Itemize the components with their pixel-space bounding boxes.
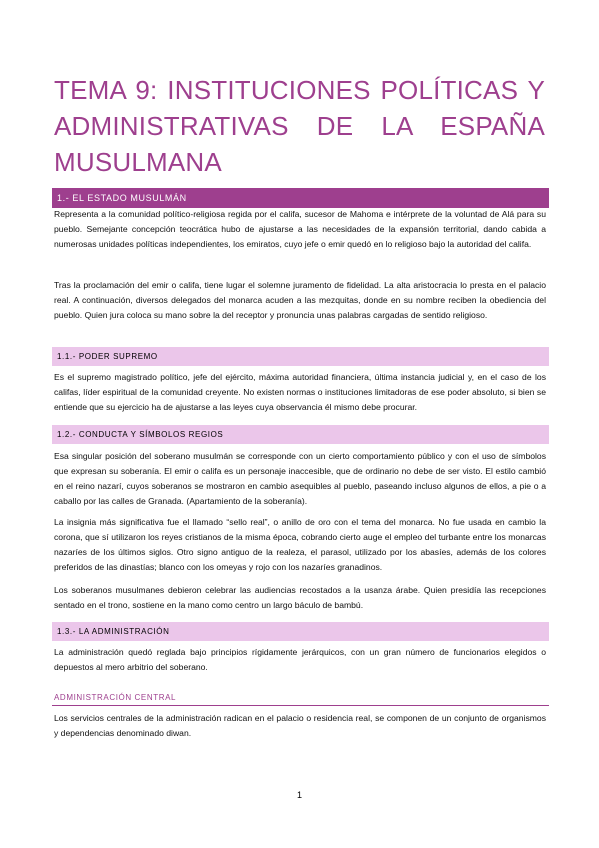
subsection-heading-administracion: 1.3.- LA ADMINISTRACIÓN	[52, 622, 549, 641]
title-line-1: TEMA 9: INSTITUCIONES POLÍTICAS Y	[54, 75, 545, 105]
paragraph-conducta-1: Esa singular posición del soberano musulmán se corresponde con un cierto comportamiento público y con el uso de símbolos que expresan su soberanía. El emir o califa es un personaje inaccesible, que de ordinario no debe de ser visto. El estilo cambió en el reino nazarí, cuyos soberanos se mostraron en cambio asequibles al pueblo, paseando incluso algunos de ellos, a pie o a caballo por las calles de Granada. (Apartamiento de la soberanía).	[54, 451, 546, 506]
paragraph-poder: Es el supremo magistrado político, jefe del ejército, máxima autoridad financiera, última instancia judicial y, en el caso de los califas, líder espiritual de la comunidad creyente. No existen normas o instituciones limitadoras de ese poder absoluto, si bien se entiende que su ejercicio ha de ajustarse a las leyes cuya observancia él mismo debe procurar.	[54, 372, 546, 412]
section-heading-estado: 1.- EL ESTADO MUSULMÁN	[52, 188, 549, 208]
page-number: 1	[296, 790, 302, 800]
title-line-2: ADMINISTRATIVAS DE LA ESPAÑA	[54, 111, 545, 141]
subsection-heading-poder: 1.1.- PODER SUPREMO	[52, 347, 549, 366]
heading-administracion-central: ADMINISTRACIÓN CENTRAL	[54, 693, 177, 702]
title-line-3: MUSULMANA	[54, 147, 222, 177]
paragraph-administracion-central: Los servicios centrales de la administración radican en el palacio o residencia real, se componen de un conjunto de organismos y dependencias denominado diwan.	[54, 713, 546, 738]
paragraph-estado-2: Tras la proclamación del emir o califa, tiene lugar el solemne juramento de fidelidad. La alta aristocracia lo presta en el palacio real. A continuación, diversos delegados del monarca acuden a las mezquitas, donde en su nombre reciben la obediencia del pueblo. Quien jura coloca su mano sobre la del receptor y pronuncia unas palabras cargadas de sentido religioso.	[54, 280, 546, 320]
subsection-heading-conducta: 1.2.- CONDUCTA Y SÍMBOLOS REGIOS	[52, 425, 549, 444]
document-title	[54, 72, 545, 180]
paragraph-conducta-2: La insignia más significativa fue el llamado “sello real”, o anillo de oro con el tema del monarca. No fue usada en cambio la corona, que sí utilizaron los reyes cristianos de la misma época, cobrando cierto auge el empleo del turbante entre los monarcas nazaríes de los últimos siglos. Otro signo antiguo de la realeza, el parasol, utilizado por los abasíes, además de los colores preferidos de las dinastías; blanco con los omeyas y rojo con los nazaríes granadinos.	[54, 517, 546, 572]
heading-underline	[52, 705, 549, 706]
paragraph-estado-1: Representa a la comunidad político-religiosa regida por el califa, sucesor de Mahoma e intérprete de la voluntad de Alá para su pueblo. Semejante concepción teocrática hubo de ajustarse a las necesidades de la expansión territorial, dando cabida a numerosas unidades políticas independientes, los emiratos, cuyo jefe o emir quedó en lo religioso bajo la autoridad del califa.	[54, 209, 546, 249]
paragraph-conducta-3: Los soberanos musulmanes debieron celebrar las audiencias recostados a la usanza árabe. Quien presidía las recepciones sentado en el trono, sostiene en la mano como centro un largo báculo de bambú.	[54, 585, 546, 610]
paragraph-administracion: La administración quedó reglada bajo principios rígidamente jerárquicos, con un gran número de funcionarios elegidos o depuestos al mero arbitrio del soberano.	[54, 647, 546, 672]
